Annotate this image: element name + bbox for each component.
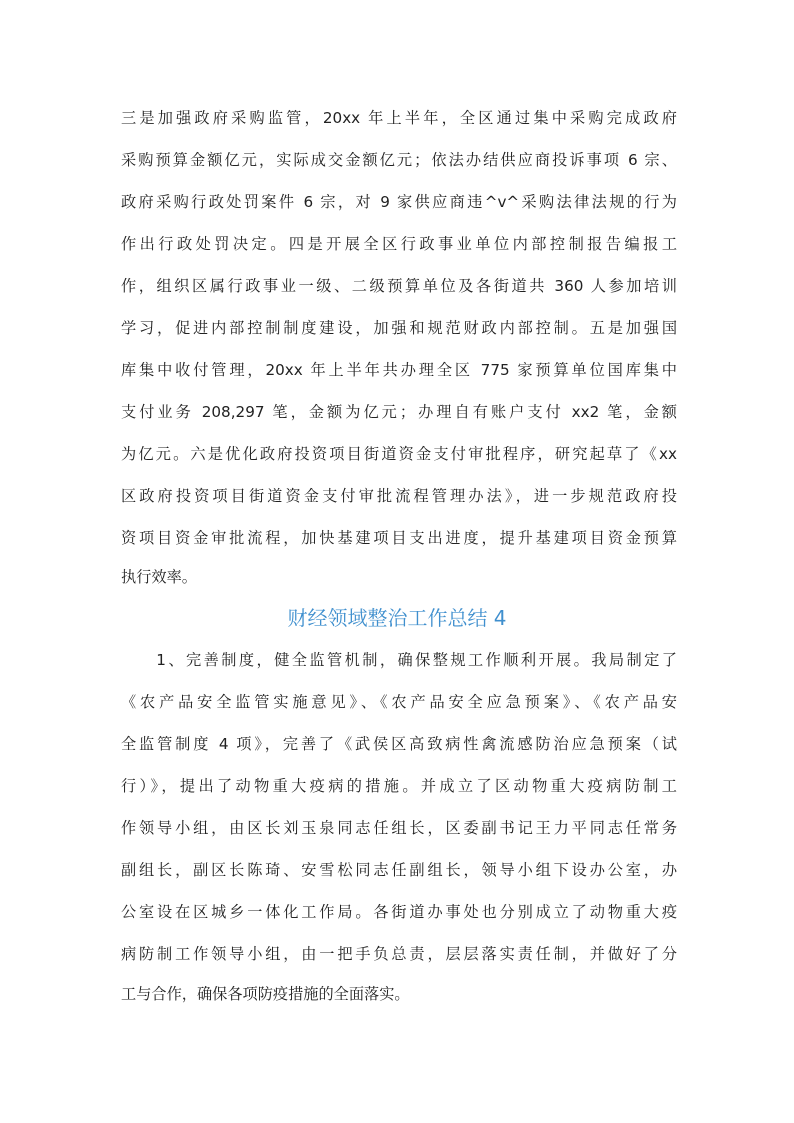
paragraph-line: 全监管制度 4 项》，完善了《武侯区高致病性禽流感防治应急预案（试	[121, 735, 677, 753]
paragraph-line: 库集中收付管理，20xx 年上半年共办理全区 775 家预算单位国库集中	[121, 361, 677, 379]
paragraph-line: 支付业务 208,297 笔，金额为亿元；办理自有账户支付 xx2 笔，金额	[121, 403, 677, 421]
paragraph-line: 作领导小组，由区长刘玉泉同志任组长，区委副书记王力平同志任常务	[121, 819, 677, 837]
paragraph-line: 三是加强政府采购监管，20xx 年上半年，全区通过集中采购完成政府	[121, 109, 677, 127]
paragraph-line: 作出行政处罚决定。四是开展全区行政事业单位内部控制报告编报工	[121, 235, 677, 253]
paragraph-line: 病防制工作领导小组，由一把手负总责，层层落实责任制，并做好了分	[121, 945, 677, 963]
paragraph-line: 资项目资金审批流程，加快基建项目支出进度，提升基建项目资金预算	[121, 529, 677, 547]
paragraph-line: 副组长，副区长陈琦、安雪松同志任副组长，领导小组下设办公室，办	[121, 861, 677, 879]
paragraph-line: 作，组织区属行政事业一级、二级预算单位及各街道共 360 人参加培训	[121, 277, 677, 295]
paragraph-line: 政府采购行政处罚案件 6 宗，对 9 家供应商违^v^采购法律法规的行为	[121, 193, 677, 211]
paragraph-line: 1、完善制度，健全监管机制，确保整规工作顺利开展。我局制定了	[121, 651, 677, 669]
paragraph-line: 采购预算金额亿元，实际成交金额亿元；依法办结供应商投诉事项 6 宗、	[121, 151, 677, 169]
paragraph-line: 执行效率。	[121, 568, 197, 586]
paragraph-line: 《农产品安全监管实施意见》、《农产品安全应急预案》、《农产品安	[121, 693, 677, 711]
section4-heading: 财经领域整治工作总结 4	[287, 606, 507, 630]
paragraph-line: 区政府投资项目街道资金支付审批流程管理办法》，进一步规范政府投	[121, 487, 677, 505]
paragraph-line: 学习，促进内部控制制度建设，加强和规范财政内部控制。五是加强国	[121, 319, 677, 337]
paragraph-line: 公室设在区城乡一体化工作局。各街道办事处也分别成立了动物重大疫	[121, 903, 677, 921]
paragraph-line: 工与合作，确保各项防疫措施的全面落实。	[121, 985, 410, 1003]
paragraph-line: 为亿元。六是优化政府投资项目街道资金支付审批程序，研究起草了《xx	[121, 445, 677, 463]
paragraph-line: 行）》，提出了动物重大疫病的措施。并成立了区动物重大疫病防制工	[121, 777, 677, 795]
